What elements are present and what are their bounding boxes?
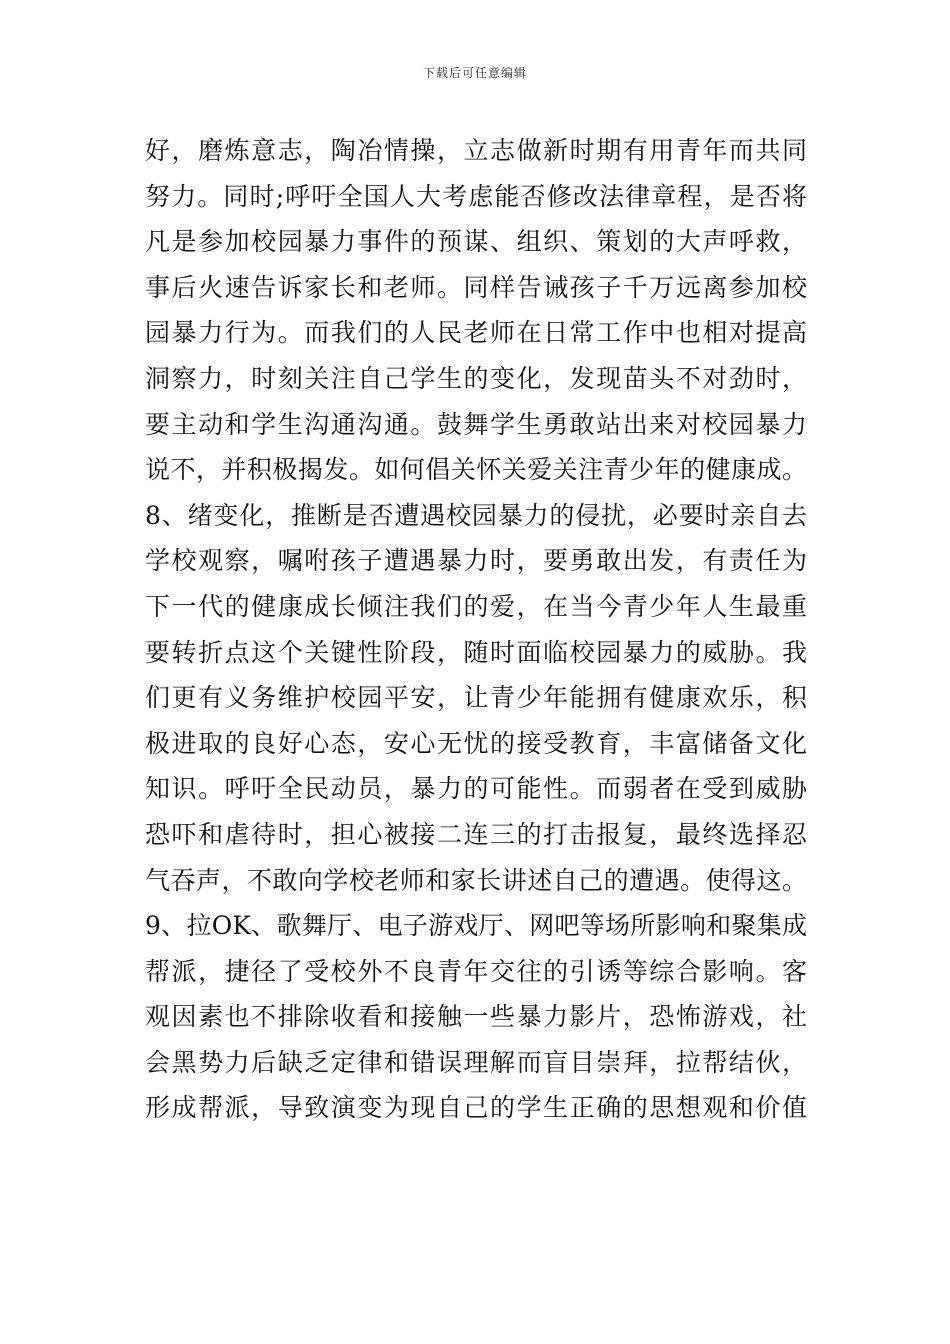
- text-line: 知识。呼吁全民动员，暴力的可能性。而弱者在受到威胁: [145, 774, 807, 804]
- text-line: 学校观察，嘱咐孩子遭遇暴力时，要勇敢出发，有责任为: [145, 546, 807, 576]
- text-line: 洞察力，时刻关注自己学生的变化，发现苗头不对劲时，: [145, 363, 807, 393]
- body-text: [145, 128, 807, 1131]
- text-line: 9、拉OK、歌舞厅、电子游戏厅、网吧等场所影响和聚集成: [145, 911, 807, 941]
- text-line: 事后火速告诉家长和老师。同样告诫孩子千万远离参加校: [145, 272, 807, 302]
- text-line: 园暴力行为。而我们的人民老师在日常工作中也相对提高: [145, 318, 807, 348]
- text-line: 恐吓和虐待时，担心被接二连三的打击报复，最终选择忍: [145, 819, 807, 849]
- text-line: 形成帮派，导致演变为现自己的学生正确的思想观和价值: [145, 1093, 807, 1123]
- text-line: 帮派，捷径了受校外不良青年交往的引诱等综合影响。客: [145, 956, 807, 986]
- text-line: 要转折点这个关键性阶段，随时面临校园暴力的威胁。我: [145, 637, 807, 667]
- text-line: 要主动和学生沟通沟通。鼓舞学生勇敢站出来对校园暴力: [145, 409, 807, 439]
- text-line: 观因素也不排除收看和接触一些暴力影片，恐怖游戏，社: [145, 1002, 807, 1032]
- text-line: 8、绪变化，推断是否遭遇校园暴力的侵扰，必要时亲自去: [145, 500, 807, 530]
- text-line: 极进取的良好心态，安心无忧的接受教育，丰富储备文化: [145, 728, 807, 758]
- text-line: 气吞声，不敢向学校老师和家长讲述自己的遭遇。使得这。: [145, 865, 807, 895]
- text-line: 凡是参加校园暴力事件的预谋、组织、策划的大声呼救，: [145, 227, 807, 257]
- text-line: 们更有义务维护校园平安，让青少年能拥有健康欢乐，积: [145, 683, 807, 713]
- page-header-note: 下载后可任意编辑: [422, 66, 527, 80]
- text-line: 好，磨炼意志，陶冶情操，立志做新时期有用青年而共同: [145, 136, 807, 165]
- text-line: 下一代的健康成长倾注我们的爱，在当今青少年人生最重: [145, 591, 807, 621]
- text-line: 努力。同时;呼吁全国人大考虑能否修改法律章程，是否将: [145, 181, 807, 211]
- text-line: 会黑势力后缺乏定律和错误理解而盲目崇拜，拉帮结伙，: [145, 1047, 807, 1077]
- text-line: 说不，并积极揭发。如何倡关怀关爱关注青少年的健康成。: [145, 455, 807, 485]
